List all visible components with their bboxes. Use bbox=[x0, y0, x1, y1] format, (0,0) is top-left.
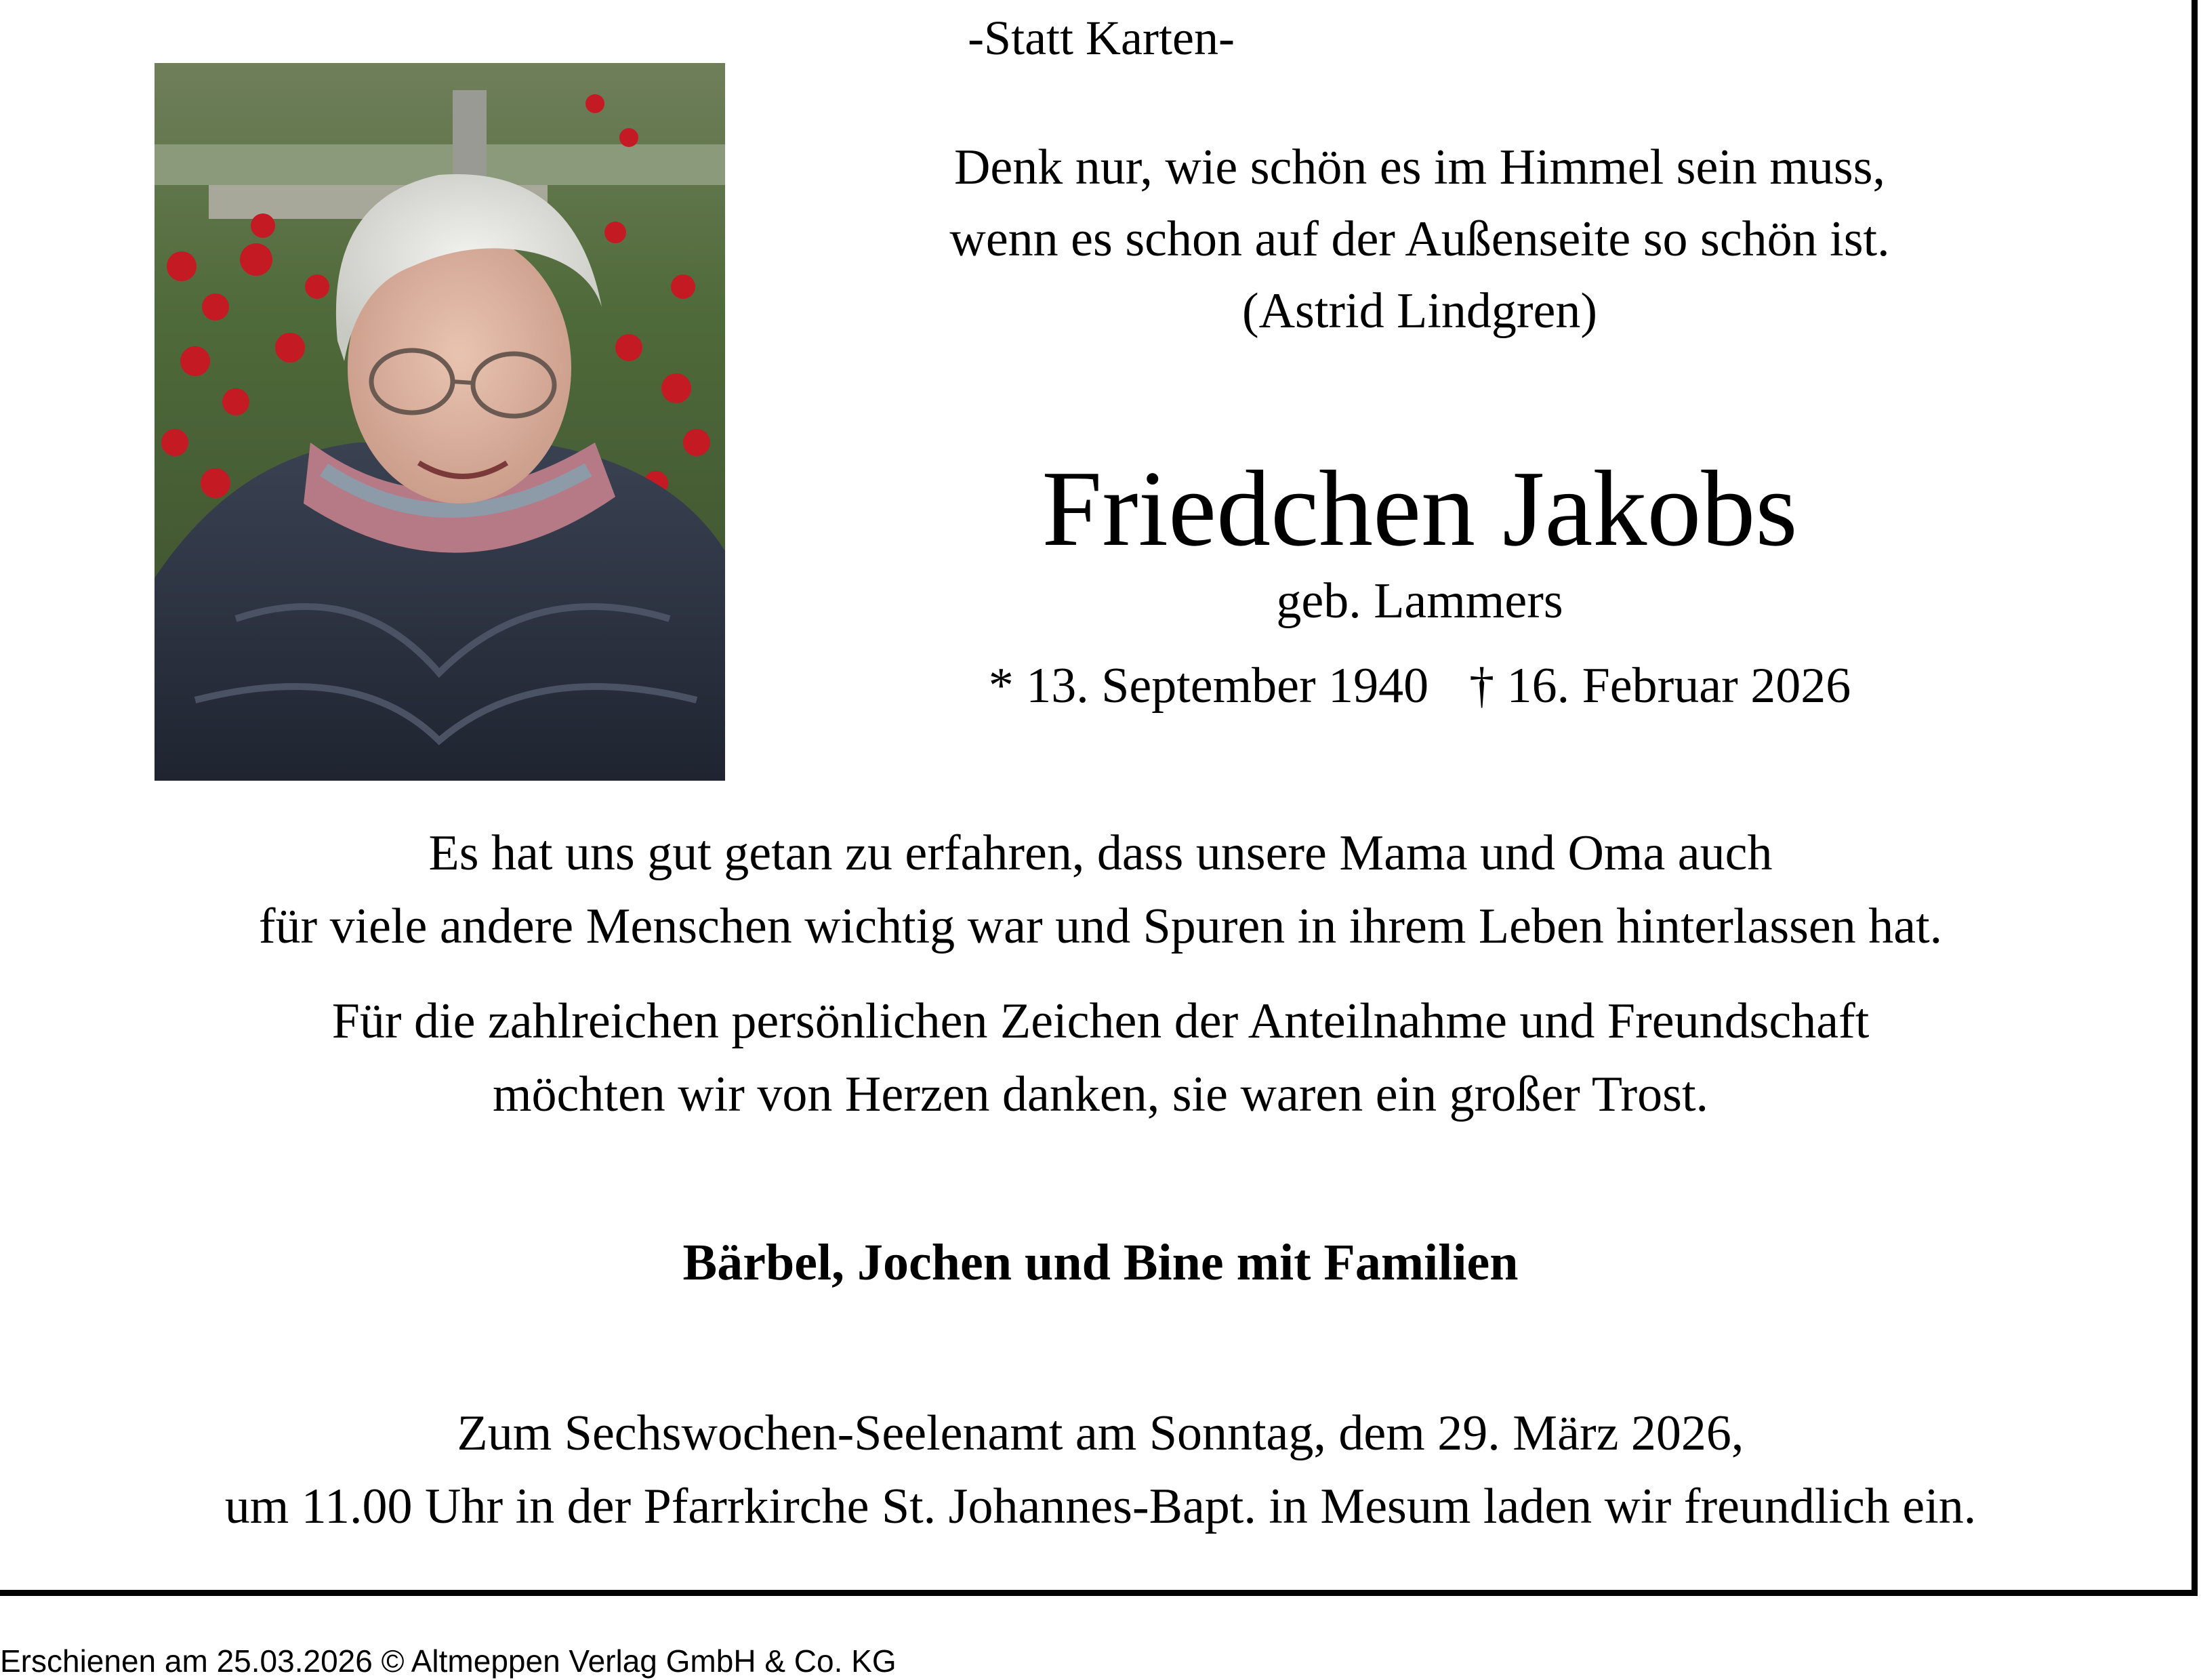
thanks-line: Für die zahlreichen persönlichen Zeichen der Anteilnahme und Freundschaft bbox=[331, 993, 1870, 1049]
thanks-line: Es hat uns gut getan zu erfahren, dass unsere Mama und Oma auch bbox=[428, 825, 1773, 881]
service-announcement bbox=[41, 1408, 2160, 1555]
quote bbox=[827, 142, 2013, 358]
service-line: Zum Sechswochen-Seelenamt am Sonntag, dem 29. März 2026, bbox=[457, 1406, 1744, 1461]
birth-date: * 13. September 1940 bbox=[988, 658, 1429, 714]
life-dates bbox=[881, 658, 1958, 714]
statt-karten-heading: -Statt Karten- bbox=[968, 11, 1235, 65]
maiden-name: geb. Lammers bbox=[1276, 573, 1563, 629]
service-line: um 11.00 Uhr in der Pfarrkirche St. Johannes-Bapt. in Mesum laden wir freundlich ein. bbox=[224, 1479, 1977, 1534]
quote-line: wenn es schon auf der Außenseite so schön ist. bbox=[949, 211, 1890, 267]
portrait-photo-icon bbox=[155, 63, 725, 781]
signers: Bärbel, Jochen und Bine mit Familien bbox=[682, 1234, 1519, 1291]
deceased-name: Friedchen Jakobs bbox=[1042, 448, 1798, 569]
publication-footer: Erschienen am 25.03.2026 © Altmeppen Verlag GmbH & Co. KG bbox=[0, 1643, 897, 1679]
thanks-paragraph-1 bbox=[68, 825, 2133, 975]
thanks-line: für viele andere Menschen wichtig war und Spuren in ihrem Leben hinterlassen hat. bbox=[258, 899, 1943, 954]
quote-author: (Astrid Lindgren) bbox=[1241, 283, 1598, 339]
quote-line: Denk nur, wie schön es im Himmel sein muss, bbox=[953, 140, 1886, 195]
portrait-photo bbox=[155, 63, 725, 781]
death-date: † 16. Februar 2026 bbox=[1469, 658, 1851, 714]
thanks-line: möchten wir von Herzen danken, sie waren ein großer Trost. bbox=[492, 1067, 1709, 1122]
thanks-paragraph-2 bbox=[68, 993, 2133, 1143]
